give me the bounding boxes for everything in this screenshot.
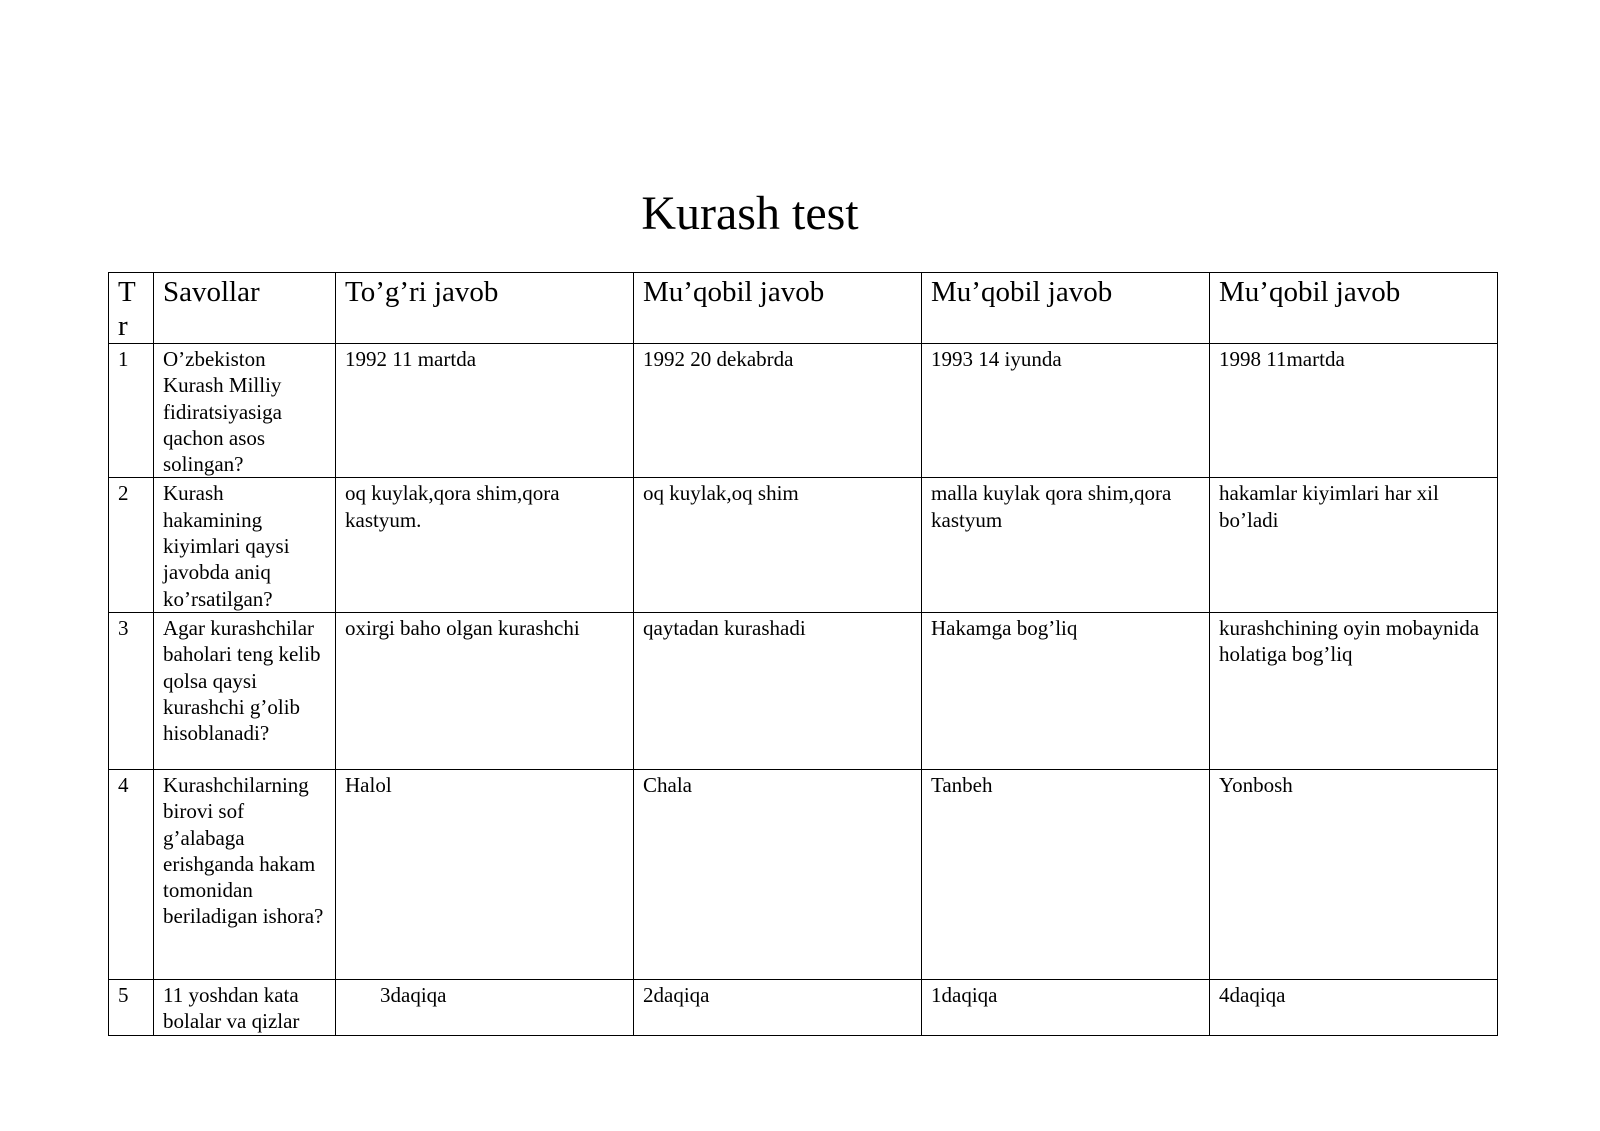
row-number: 3	[109, 612, 154, 769]
alternative-answer-cell: 1993 14 iyunda	[922, 344, 1210, 478]
row-number: 1	[109, 344, 154, 478]
alternative-answer-cell: oq kuylak,oq shim	[634, 478, 922, 612]
row-number: 4	[109, 769, 154, 979]
header-savollar: Savollar	[154, 273, 336, 344]
header-tr: T r	[109, 273, 154, 344]
test-table	[108, 272, 1498, 1036]
alternative-answer-cell: kurashchining oyin mobaynida holatiga bog’liq	[1210, 612, 1498, 769]
alternative-answer-cell: 1992 20 dekabrda	[634, 344, 922, 478]
correct-answer-cell: 3daqiqa	[336, 979, 634, 1035]
table-row	[109, 344, 1498, 478]
correct-answer-cell: oq kuylak,qora shim,qora kastyum.	[336, 478, 634, 612]
question-cell: Kurash hakamining kiyimlari qaysi javobda aniq ko’rsatilgan?	[154, 478, 336, 612]
row-number: 5	[109, 979, 154, 1035]
question-cell: Agar kurashchilar baholari teng kelib qolsa qaysi kurashchi g’olib hisoblanadi?	[154, 612, 336, 769]
table-row	[109, 478, 1498, 612]
header-alternative-answer-2: Mu’qobil javob	[922, 273, 1210, 344]
correct-answer-cell: 1992 11 martda	[336, 344, 634, 478]
alternative-answer-cell: Yonbosh	[1210, 769, 1498, 979]
header-alternative-answer-3: Mu’qobil javob	[1210, 273, 1498, 344]
alternative-answer-cell: 1daqiqa	[922, 979, 1210, 1035]
alternative-answer-cell: Chala	[634, 769, 922, 979]
alternative-answer-cell: malla kuylak qora shim,qora kastyum	[922, 478, 1210, 612]
question-cell: O’zbekiston Kurash Milliy fidiratsiyasiga qachon asos solingan?	[154, 344, 336, 478]
table-row	[109, 769, 1498, 979]
table-row	[109, 979, 1498, 1035]
alternative-answer-cell: 4daqiqa	[1210, 979, 1498, 1035]
header-correct-answer: To’g’ri javob	[336, 273, 634, 344]
alternative-answer-cell: hakamlar kiyimlari har xil bo’ladi	[1210, 478, 1498, 612]
alternative-answer-cell: 1998 11martda	[1210, 344, 1498, 478]
alternative-answer-cell: qaytadan kurashadi	[634, 612, 922, 769]
alternative-answer-cell: 2daqiqa	[634, 979, 922, 1035]
row-number: 2	[109, 478, 154, 612]
question-cell: Kurashchilarning birovi sof g’alabaga erishganda hakam tomonidan beriladigan ishora?	[154, 769, 336, 979]
page-title: Kurash test	[641, 187, 859, 240]
question-cell: 11 yoshdan kata bolalar va qizlar	[154, 979, 336, 1035]
alternative-answer-cell: Tanbeh	[922, 769, 1210, 979]
alternative-answer-cell: Hakamga bog’liq	[922, 612, 1210, 769]
table-row	[109, 612, 1498, 769]
correct-answer-cell: oxirgi baho olgan kurashchi	[336, 612, 634, 769]
correct-answer-cell: Halol	[336, 769, 634, 979]
header-alternative-answer-1: Mu’qobil javob	[634, 273, 922, 344]
table-header-row	[109, 273, 1498, 344]
